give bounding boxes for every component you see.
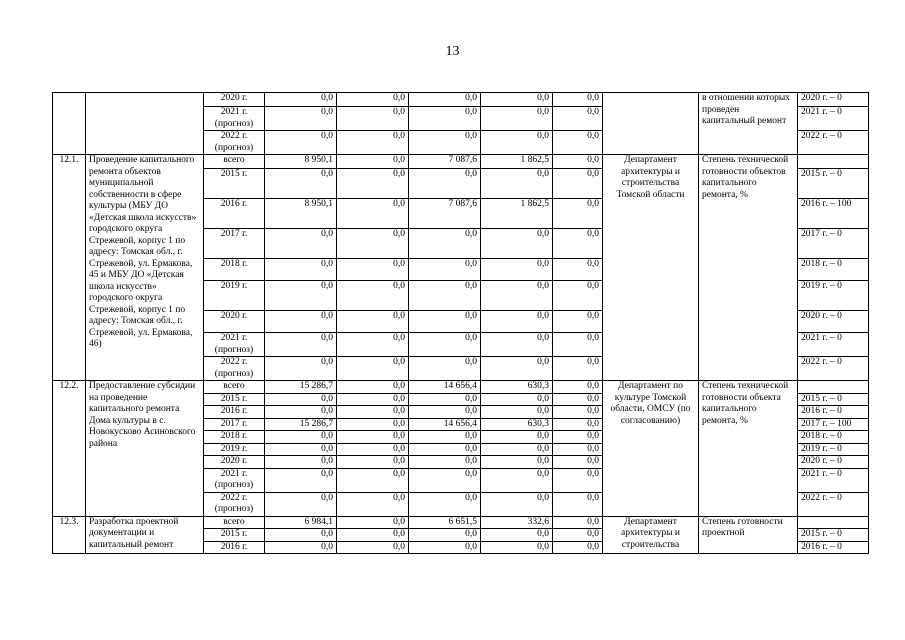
year-cell: 2018 г. [204, 431, 265, 444]
executor: Департамент по культуре Томской области, ОМСУ (по согласованию) [603, 381, 699, 517]
funding-value: 0,0 [409, 492, 481, 516]
result-cell [798, 155, 869, 169]
funding-value: 0,0 [337, 393, 409, 406]
funding-value: 0,0 [481, 281, 553, 311]
table-row [53, 381, 869, 394]
result-cell: 2021 г. – 0 [798, 107, 869, 131]
funding-value: 0,0 [553, 541, 603, 554]
funding-value: 0,0 [409, 333, 481, 357]
year-cell: 2016 г. [204, 199, 265, 229]
funding-value: 0,0 [409, 259, 481, 281]
funding-value: 0,0 [553, 155, 603, 169]
funding-value: 7 087,6 [409, 199, 481, 229]
funding-value: 0,0 [553, 468, 603, 492]
funding-value: 0,0 [481, 456, 553, 469]
result-cell: 2018 г. – 0 [798, 431, 869, 444]
funding-value: 8 950,1 [265, 155, 337, 169]
year-cell: 2020 г. [204, 311, 265, 333]
funding-value: 0,0 [553, 199, 603, 229]
item-number: 12.1. [53, 155, 86, 381]
funding-value: 0,0 [337, 131, 409, 155]
funding-value: 0,0 [265, 107, 337, 131]
funding-value: 0,0 [265, 333, 337, 357]
funding-value: 0,0 [481, 431, 553, 444]
funding-value: 6 651,5 [409, 516, 481, 529]
result-cell: 2016 г. – 0 [798, 406, 869, 419]
funding-value: 0,0 [337, 443, 409, 456]
funding-value: 0,0 [481, 311, 553, 333]
funding-value: 0,0 [337, 381, 409, 394]
funding-value: 0,0 [481, 492, 553, 516]
result-cell: 2022 г. – 0 [798, 131, 869, 155]
funding-value: 0,0 [265, 431, 337, 444]
funding-value: 0,0 [265, 229, 337, 259]
funding-value: 332,6 [481, 516, 553, 529]
year-cell: 2020 г. [204, 456, 265, 469]
result-cell: 2020 г. – 0 [798, 93, 869, 107]
funding-value: 0,0 [481, 393, 553, 406]
funding-value: 0,0 [337, 199, 409, 229]
funding-value: 0,0 [337, 259, 409, 281]
funding-value: 0,0 [481, 93, 553, 107]
funding-value: 0,0 [409, 456, 481, 469]
funding-value: 0,0 [409, 431, 481, 444]
item-number-cell [53, 93, 86, 155]
indicator-cell: в отношении которых проведен капитальный ремонт [699, 93, 798, 155]
funding-value: 0,0 [553, 492, 603, 516]
funding-value: 14 656,4 [409, 381, 481, 394]
funding-value: 0,0 [409, 229, 481, 259]
funding-value: 0,0 [337, 93, 409, 107]
funding-value: 0,0 [265, 281, 337, 311]
funding-value: 0,0 [337, 468, 409, 492]
funding-value: 0,0 [337, 541, 409, 554]
funding-value: 0,0 [265, 406, 337, 419]
funding-value: 0,0 [553, 516, 603, 529]
funding-value: 0,0 [337, 418, 409, 431]
funding-value: 0,0 [409, 131, 481, 155]
funding-value: 0,0 [337, 333, 409, 357]
funding-value: 0,0 [553, 281, 603, 311]
funding-value: 0,0 [553, 418, 603, 431]
year-cell: 2017 г. [204, 229, 265, 259]
result-cell [798, 516, 869, 529]
indicator: Степень готовности проектной [699, 516, 798, 554]
result-cell: 2017 г. – 100 [798, 418, 869, 431]
year-cell: 2015 г. [204, 169, 265, 199]
indicator: Степень технической готовности объектов капитального ремонта, % [699, 155, 798, 381]
funding-value: 0,0 [337, 229, 409, 259]
funding-value: 0,0 [481, 229, 553, 259]
year-cell: 2021 г. (прогноз) [204, 333, 265, 357]
funding-value: 630,3 [481, 381, 553, 394]
funding-value: 0,0 [265, 131, 337, 155]
funding-value: 0,0 [337, 107, 409, 131]
year-cell: 2021 г. (прогноз) [204, 107, 265, 131]
funding-value: 0,0 [409, 393, 481, 406]
result-cell: 2017 г. – 0 [798, 229, 869, 259]
result-cell: 2015 г. – 0 [798, 169, 869, 199]
item-name: Разработка проектной документации и капитальный ремонт [86, 516, 204, 554]
funding-value: 0,0 [265, 443, 337, 456]
executor: Департамент архитектуры и строительства [603, 516, 699, 554]
funding-value: 0,0 [409, 529, 481, 542]
funding-value: 0,0 [409, 541, 481, 554]
funding-value: 0,0 [553, 393, 603, 406]
item-name-cell [86, 93, 204, 155]
funding-value: 0,0 [265, 357, 337, 381]
year-cell: всего [204, 516, 265, 529]
funding-value: 0,0 [337, 311, 409, 333]
result-cell: 2022 г. – 0 [798, 357, 869, 381]
funding-value: 0,0 [553, 229, 603, 259]
year-cell: 2019 г. [204, 443, 265, 456]
result-cell: 2021 г. – 0 [798, 468, 869, 492]
funding-value: 0,0 [409, 311, 481, 333]
funding-value: 15 286,7 [265, 418, 337, 431]
result-cell: 2016 г. – 0 [798, 541, 869, 554]
year-cell: 2022 г. (прогноз) [204, 492, 265, 516]
funding-value: 0,0 [409, 406, 481, 419]
funding-value: 0,0 [481, 131, 553, 155]
result-cell: 2018 г. – 0 [798, 259, 869, 281]
funding-value: 0,0 [265, 456, 337, 469]
table-row [53, 516, 869, 529]
funding-value: 0,0 [481, 468, 553, 492]
funding-value: 0,0 [337, 357, 409, 381]
funding-value: 0,0 [553, 311, 603, 333]
item-number: 12.3. [53, 516, 86, 554]
funding-value: 0,0 [337, 155, 409, 169]
funding-value: 0,0 [553, 107, 603, 131]
year-cell: 2019 г. [204, 281, 265, 311]
funding-value: 0,0 [553, 357, 603, 381]
funding-value: 0,0 [553, 443, 603, 456]
funding-value: 0,0 [481, 541, 553, 554]
funding-value: 0,0 [265, 169, 337, 199]
funding-value: 0,0 [553, 169, 603, 199]
year-cell: 2022 г. (прогноз) [204, 131, 265, 155]
year-cell: всего [204, 381, 265, 394]
funding-value: 0,0 [409, 93, 481, 107]
funding-value: 14 656,4 [409, 418, 481, 431]
funding-value: 0,0 [553, 259, 603, 281]
funding-value: 0,0 [337, 431, 409, 444]
funding-value: 0,0 [337, 281, 409, 311]
year-cell: 2017 г. [204, 418, 265, 431]
result-cell: 2015 г. – 0 [798, 529, 869, 542]
funding-value: 8 950,1 [265, 199, 337, 229]
funding-value: 0,0 [265, 492, 337, 516]
funding-value: 0,0 [265, 259, 337, 281]
funding-value: 0,0 [553, 381, 603, 394]
indicator: Степень технической готовности объекта капитального ремонта, % [699, 381, 798, 517]
table-row [53, 155, 869, 169]
funding-value: 0,0 [409, 107, 481, 131]
funding-value: 0,0 [481, 333, 553, 357]
executor-cell [603, 93, 699, 155]
funding-value: 0,0 [337, 516, 409, 529]
year-cell: 2016 г. [204, 406, 265, 419]
funding-value: 0,0 [553, 431, 603, 444]
funding-value: 0,0 [337, 492, 409, 516]
funding-value: 0,0 [265, 468, 337, 492]
funding-value: 0,0 [553, 456, 603, 469]
funding-value: 0,0 [337, 406, 409, 419]
year-cell: 2015 г. [204, 529, 265, 542]
item-number: 12.2. [53, 381, 86, 517]
year-cell: всего [204, 155, 265, 169]
result-cell: 2015 г. – 0 [798, 393, 869, 406]
funding-value: 0,0 [481, 529, 553, 542]
funding-value: 0,0 [409, 281, 481, 311]
result-cell: 2016 г. – 100 [798, 199, 869, 229]
funding-value: 0,0 [265, 393, 337, 406]
funding-value: 0,0 [409, 357, 481, 381]
funding-value: 0,0 [553, 93, 603, 107]
result-cell: 2020 г. – 0 [798, 311, 869, 333]
funding-value: 1 862,5 [481, 199, 553, 229]
funding-value: 0,0 [265, 541, 337, 554]
funding-value: 0,0 [481, 259, 553, 281]
funding-value: 0,0 [265, 311, 337, 333]
funding-value: 0,0 [481, 107, 553, 131]
result-cell [798, 381, 869, 394]
item-name: Предоставление субсидии на проведение капитального ремонта Дома культуры в с. Новокусково Асиновского района [86, 381, 204, 517]
year-cell: 2018 г. [204, 259, 265, 281]
funding-value: 0,0 [553, 406, 603, 419]
year-cell: 2021 г. (прогноз) [204, 468, 265, 492]
page-number: 13 [445, 44, 460, 59]
table-row [53, 93, 869, 107]
funding-value: 0,0 [481, 443, 553, 456]
result-cell: 2021 г. – 0 [798, 333, 869, 357]
funding-value: 0,0 [409, 443, 481, 456]
funding-value: 0,0 [409, 468, 481, 492]
result-cell: 2022 г. – 0 [798, 492, 869, 516]
funding-value: 0,0 [265, 93, 337, 107]
funding-value: 0,0 [337, 169, 409, 199]
funding-value: 1 862,5 [481, 155, 553, 169]
funding-value: 0,0 [481, 406, 553, 419]
funding-value: 0,0 [481, 357, 553, 381]
result-cell: 2020 г. – 0 [798, 456, 869, 469]
funding-value: 630,3 [481, 418, 553, 431]
year-cell: 2016 г. [204, 541, 265, 554]
result-cell: 2019 г. – 0 [798, 443, 869, 456]
program-table [52, 92, 869, 554]
year-cell: 2022 г. (прогноз) [204, 357, 265, 381]
result-cell: 2019 г. – 0 [798, 281, 869, 311]
year-cell: 2020 г. [204, 93, 265, 107]
funding-value: 7 087,6 [409, 155, 481, 169]
year-cell: 2015 г. [204, 393, 265, 406]
item-name: Проведение капитального ремонта объектов муниципальной собственности в сфере культуры (МБУ ДО «Детская школа искусств» городского округа Стрежевой, корпус 1 по адресу: Томская обл., г. Стрежевой, ул. Ермакова, 45 и МБУ ДО «Детская школа искусств» городского округа Стрежевой, корпус 1 по адресу: Томская обл., г. Стрежевой, ул. Ермакова, 46) [86, 155, 204, 381]
funding-value: 15 286,7 [265, 381, 337, 394]
funding-value: 6 984,1 [265, 516, 337, 529]
funding-value: 0,0 [409, 169, 481, 199]
funding-value: 0,0 [553, 529, 603, 542]
funding-value: 0,0 [337, 456, 409, 469]
funding-value: 0,0 [481, 169, 553, 199]
funding-value: 0,0 [553, 333, 603, 357]
funding-value: 0,0 [553, 131, 603, 155]
executor: Департамент архитектуры и строительства Томской области [603, 155, 699, 381]
funding-value: 0,0 [265, 529, 337, 542]
funding-value: 0,0 [337, 529, 409, 542]
